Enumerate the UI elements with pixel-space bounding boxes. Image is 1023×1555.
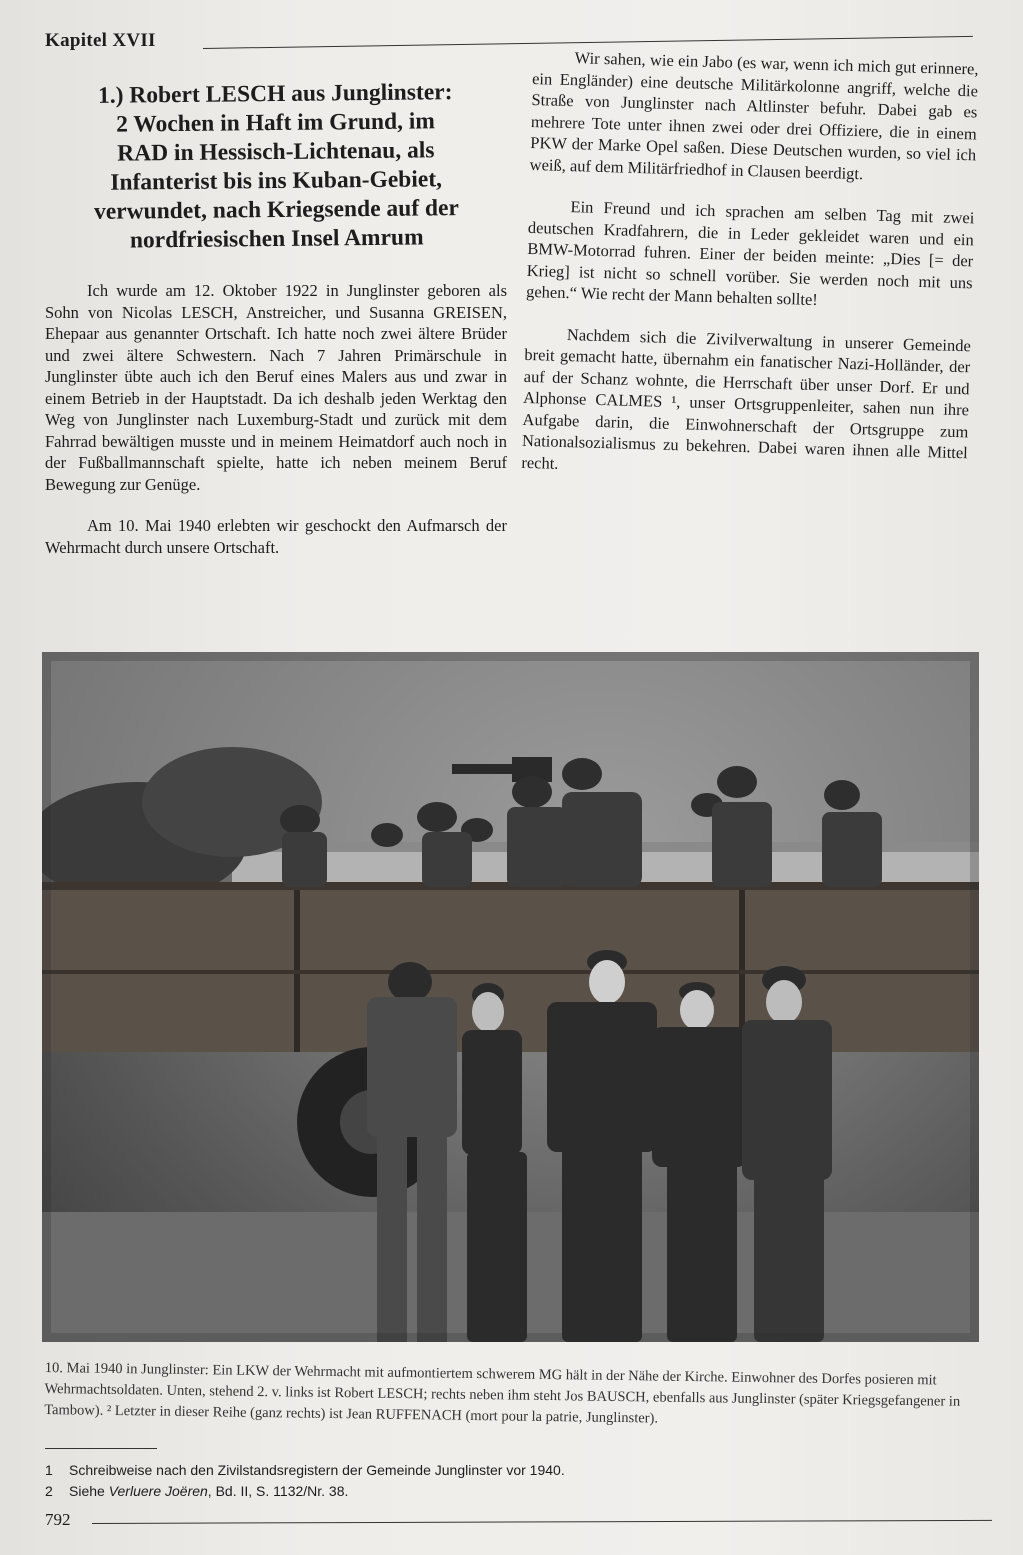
footnote-number: 1: [45, 1462, 53, 1478]
title-line: RAD in Hessisch-Lichtenau, als: [117, 137, 435, 167]
title-line: Infanterist bis ins Kuban-Gebiet,: [110, 166, 443, 196]
photo-caption: 10. Mai 1940 in Junglinster: Ein LKW der Wehrmacht mit aufmontiertem schwerem MG hält in der Nähe der Kirche. Einwohner des Dorfes posieren mit Wehrmachtsoldaten. Unten, stehend 2. v. links ist Robert LESCH; rechts neben ihm steht Jos BAUSCH, ebenfalls aus Junglinster (später Kriegsgefangener in Tambow). ² Letzter in dieser Reihe (ganz rechts) ist Jean RUFFENACH (mort pour la patrie, Junglinster).: [44, 1359, 961, 1427]
right-column: [521, 46, 979, 485]
body-paragraph: Wir sahen, wie ein Jabo (es war, wenn ich mich gut erinnere, ein Engländer) eine deutsche Militärkolonne angriff, welche die Straße von Junglinster nach Altlinster befuhr. Dabei gab es mehrere Tote unter ihnen zwei oder drei Offiziere, die in einem PKW der Marke Opel saßen. Diese Deutschen wurden, so viel ich weiß, auf dem Militärfriedhof in Clausen beerdigt.: [529, 48, 979, 183]
footnote-rule: [45, 1448, 157, 1449]
body-paragraph: Nachdem sich die Zivilverwaltung in unserer Gemeinde breit gemacht hatte, übernahm ein fanatischer Nazi-Holländer, der auf der Schanz wohnte, die Herrschaft über unser Dorf. Er und Alphonse CALMES ¹, unser Ortsgruppenleiter, sahen nun ihre Aufgabe darin, die Einwohnerschaft der Ortsgruppe zum Nationalsozialismus zu bekehren. Dabei waren ihnen alle Mittel recht.: [521, 324, 972, 473]
title-line: nordfriesischen Insel Amrum: [129, 224, 424, 254]
section-title: [44, 78, 508, 257]
title-line: 1.) Robert LESCH aus Junglinster:: [97, 79, 453, 109]
photo-illustration: [42, 652, 979, 1342]
historical-photo: [42, 652, 979, 1342]
body-paragraph: Am 10. Mai 1940 erlebten wir geschockt den Aufmarsch der Wehrmacht durch unsere Ortschaft.: [45, 516, 507, 557]
footnote-text: Schreibweise nach den Zivilstandsregistern der Gemeinde Junglinster vor 1940.: [69, 1462, 565, 1478]
body-paragraph: Ich wurde am 12. Oktober 1922 in Junglinster geboren als Sohn von Nicolas LESCH, Anstreicher, und Susanna GREISEN, Ehepaar aus genannter Ortschaft. Ich hatte noch zwei ältere Brüder und zwei ältere Schwestern. Nach 7 Jahren Primärschule in Junglinster übte auch ich den Beruf eines Malers aus und zwar in einem Betrieb in der Hauptstadt. Da ich deshalb jeden Werktag den Weg von Junglinster nach Luxemburg-Stadt und zurück mit dem Fahrrad bewältigen musste und in meinem Heimatdorf auch noch in der Fußballmannschaft spielte, hatte ich neben meinem Beruf Bewegung zur Genüge.: [45, 281, 507, 494]
footnote-italic-title: Verluere Joëren: [108, 1483, 208, 1499]
footnotes: [45, 1460, 945, 1502]
chapter-label: Kapitel XVII: [45, 30, 156, 51]
title-line: 2 Wochen in Haft im Grund, im: [116, 108, 436, 138]
footnote-item: [45, 1460, 945, 1481]
left-column: [45, 80, 507, 558]
body-paragraph: Ein Freund und ich sprachen am selben Tag mit zwei deutschen Kradfahrern, die in Leder gekleidet waren und ein BMW-Motorrad fuhren. Einer der beiden meinte: „Dies [= der Krieg] ist nicht so schnell vorüber. Sie werden noch mit uns gehen.“ Wie recht der Mann behalten sollte!: [525, 197, 975, 310]
footnote-item: [45, 1481, 945, 1502]
footnote-text: Siehe Verluere Joëren, Bd. II, S. 1132/Nr. 38.: [69, 1483, 349, 1499]
title-line: verwundet, nach Kriegsende auf der: [93, 195, 460, 225]
page-number: 792: [45, 1510, 71, 1529]
footnote-number: 2: [45, 1483, 53, 1499]
footer-rule: [92, 1520, 992, 1524]
